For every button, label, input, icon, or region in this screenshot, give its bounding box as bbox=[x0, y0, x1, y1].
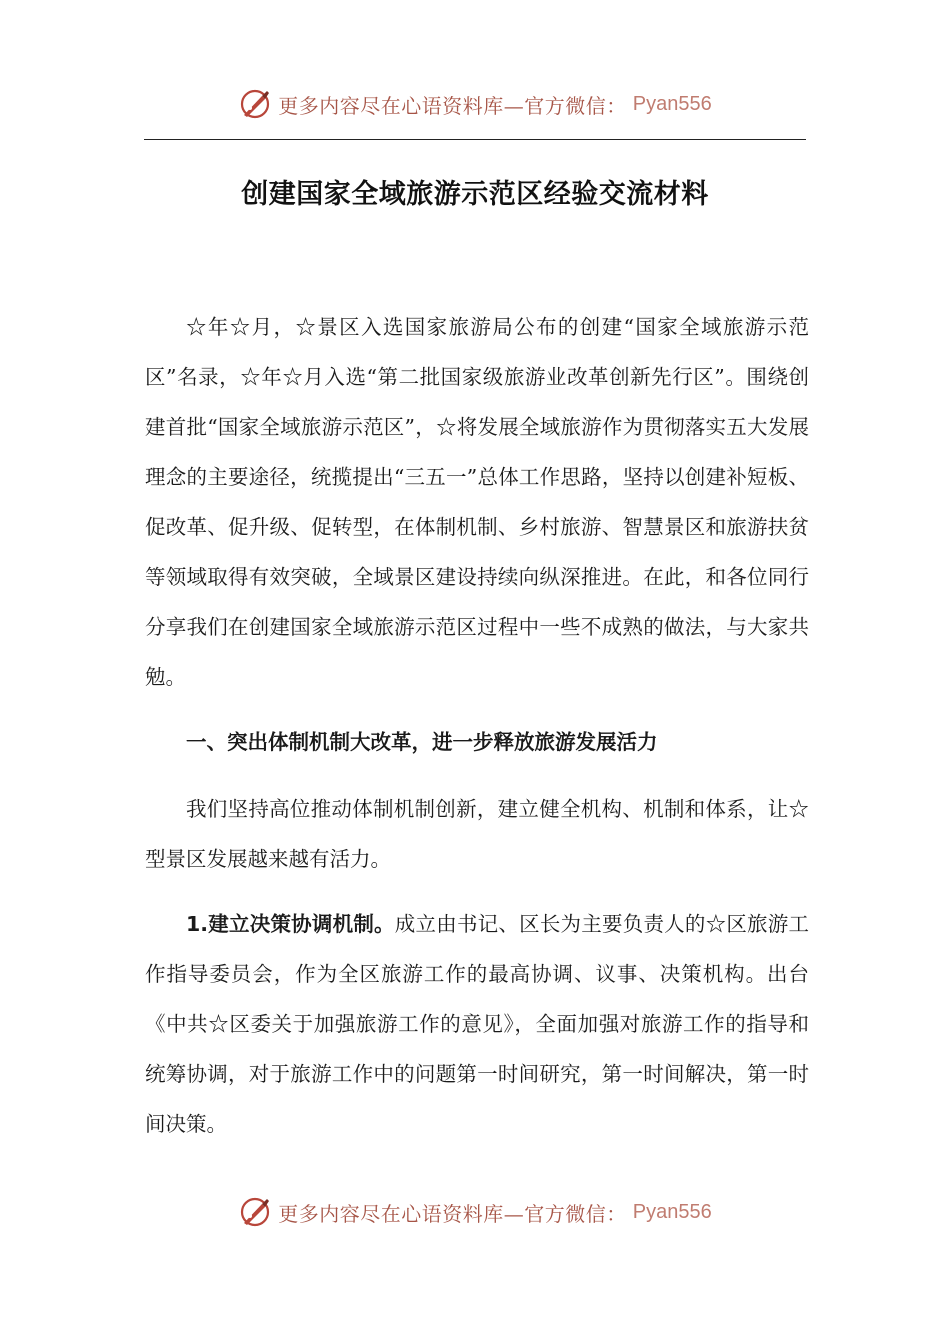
header-banner-wechat-id: Pyan556 bbox=[632, 92, 712, 115]
header-banner-text: 更多内容尽在心语资料库—官方微信： bbox=[278, 93, 627, 118]
document-title: 创建国家全域旅游示范区经验交流材料 bbox=[241, 179, 709, 210]
header-divider bbox=[144, 139, 806, 140]
paragraph-intro: ☆年☆月，☆景区入选国家旅游局公布的创建“国家全域旅游示范区”名录，☆年☆月入选“第二批国家级旅游业改革创新先行区”。围绕创建首批“国家全域旅游示范区”，☆将发展全域旅游作为贯彻落实五大发展理念的主要途径，统揽提出“三五一”总体工作思路，坚持以创建补短板、促改革、促升级、促转型，在体制机制、乡村旅游、智慧景区和旅游扶贫等领域取得有效突破，全域景区建设持续向纵深推进。在此，和各位同行分享我们在创建国家全域旅游示范区过程中一些不成熟的做法，与大家共勉。 bbox=[145, 315, 809, 689]
paragraph-section-1-intro: 我们坚持高位推动体制机制创新，建立健全机构、机制和体系，让☆型景区发展越来越有活力。 bbox=[145, 797, 809, 871]
item-1-text: 成立由书记、区长为主要负责人的☆区旅游工作指导委员会，作为全区旅游工作的最高协调、议事、决策机构。出台《中共☆区委关于加强旅游工作的意见》，全面加强对旅游工作的指导和统筹协调，对于旅游工作中的问题第一时间研究，第一时间解决，第一时间决策。 bbox=[145, 912, 809, 1136]
paragraph-item-1 bbox=[145, 899, 809, 1149]
section-heading-1: 一、突出体制机制大改革，进一步释放旅游发展活力 bbox=[186, 730, 658, 754]
item-1-lead: 1.建立决策协调机制。 bbox=[186, 912, 395, 936]
footer-banner bbox=[0, 1192, 950, 1232]
footer-banner-wechat-id: Pyan556 bbox=[632, 1200, 712, 1223]
pen-nib-logo-icon bbox=[238, 87, 272, 121]
footer-banner-text: 更多内容尽在心语资料库—官方微信： bbox=[278, 1201, 627, 1226]
document-body bbox=[145, 302, 809, 1164]
header-banner bbox=[0, 84, 950, 124]
pen-nib-logo-icon bbox=[238, 1195, 272, 1229]
